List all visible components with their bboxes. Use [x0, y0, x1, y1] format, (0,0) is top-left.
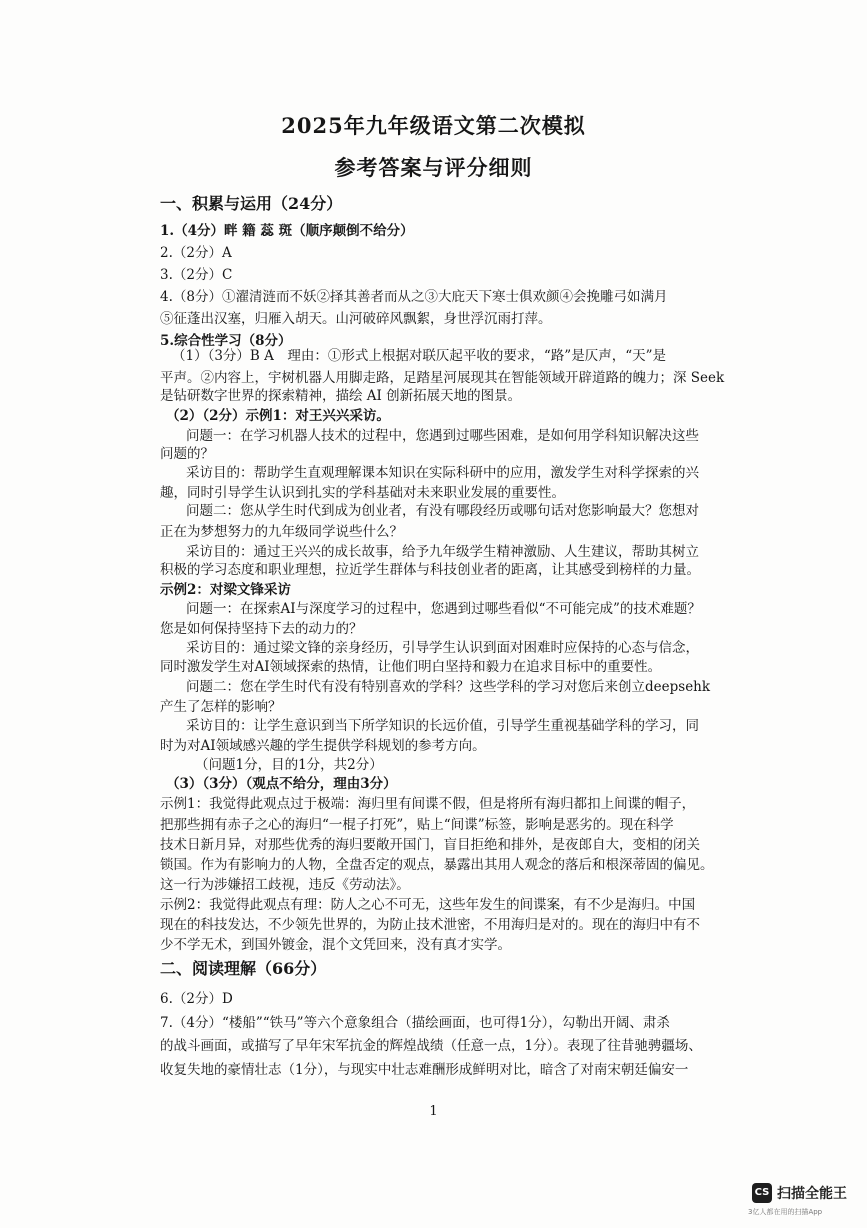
text-line: 同时激发学生对AI领域探索的热情，让他们明白坚持和毅力在追求目标中的重要性。 — [160, 659, 662, 675]
text-line: 趣，同时引导学生认识到扎实的学科基础对未来职业发展的重要性。 — [160, 485, 565, 501]
text-line: 这一行为涉嫌招工歧视，违反《劳动法》。 — [160, 877, 410, 893]
text-line: 技术日新月异，对那些优秀的海归要敞开国门，盲目拒绝和排外，是夜郎自大，变相的闭关 — [160, 837, 700, 853]
camscanner-logo-icon: CS — [752, 1183, 772, 1203]
answer-3: 3.（2分）C — [160, 267, 233, 283]
section-heading-2: 二、阅读理解（66分） — [160, 959, 327, 978]
text-line: 把那些拥有赤子之心的海归“一棍子打死”，贴上“间谍”标签，影响是恶劣的。现在科学 — [160, 817, 674, 833]
text-line: 产生了怎样的影响？ — [160, 699, 282, 715]
text-line: 采访目的：通过王兴兴的成长故事，给予九年级学生精神激励、人生建议，帮助其树立 — [186, 544, 699, 560]
watermark-tagline: 3亿人都在用的扫描App — [748, 1208, 823, 1216]
section-heading-1: 一、积累与运用（24分） — [160, 194, 343, 213]
text-line: 示例1：我觉得此观点过于极端：海归里有间谍不假，但是将所有海归都扣上间谍的帽子， — [160, 796, 696, 812]
text-line: 问题的？ — [160, 446, 214, 462]
answer-5-2: （2）（2分）示例1：对王兴兴采访。 — [166, 408, 390, 424]
watermark-brand: 扫描全能王 — [777, 1186, 847, 1202]
answer-7: 7.（4分）“楼船”“铁马”等六个意象组合（描绘画面，也可得1分），勾勒出开阔、肃杀 — [160, 1015, 670, 1031]
text-line: 采访目的：通过梁文锋的亲身经历，引导学生认识到面对困难时应保持的心态与信念， — [186, 640, 699, 656]
text-line: 锁国。作为有影响力的人物，全盘否定的观点，暴露出其用人观念的落后和根深蒂固的偏见。 — [160, 857, 714, 873]
text-line: 正在为梦想努力的九年级同学说些什么？ — [160, 524, 403, 540]
document-subtitle: 参考答案与评分细则 — [334, 155, 533, 180]
text-line: 收复失地的豪情壮志（1分），与现实中壮志难酬形成鲜明对比，暗含了对南宋朝廷偏安一 — [160, 1062, 689, 1078]
text-line: 的战斗画面，或描写了早年宋军抗金的辉煌战绩（任意一点，1分）。表现了往昔驰骋疆场、 — [160, 1038, 702, 1054]
answer-4: 4.（8分）①濯清涟而不妖②择其善者而从之③大庇天下寒士俱欢颜④会挽雕弓如满月 — [160, 289, 668, 305]
scoring-note: （问题1分，目的1分，共2分） — [195, 757, 383, 773]
answer-5-1: （1）（3分）B A 理由：①形式上根据对联仄起平收的要求，“路”是仄声，“天”是 — [172, 348, 666, 364]
text-line: 积极的学习态度和职业理想，拉近学生群体与科技创业者的距离，让其感受到榜样的力量。 — [160, 562, 700, 578]
page-number: 1 — [429, 1104, 438, 1119]
text-line: 平声。②内容上，宇树机器人用脚走路，足踏星河展现其在智能领域开辟道路的魄力；深 Seek — [160, 370, 725, 386]
text-line: 问题一：在探索AI与深度学习的过程中，您遇到过哪些看似“不可能完成”的技术难题？ — [186, 601, 701, 617]
question-5-heading: 5.综合性学习（8分） — [160, 333, 292, 349]
text-line: 问题二：您从学生时代到成为创业者，有没有哪段经历或哪句话对您影响最大？您想对 — [186, 503, 699, 519]
text-line: 问题一：在学习机器人技术的过程中，您遇到过哪些困难，是如何用学科知识解决这些 — [186, 428, 699, 444]
text-line: 时为对AI领域感兴趣的学生提供学科规划的参考方向。 — [160, 738, 486, 754]
answer-1: 1.（4分）畔 籍 蕊 斑（顺序颠倒不给分） — [160, 223, 414, 239]
scanner-watermark — [748, 1177, 858, 1222]
text-line: 问题二：您在学生时代有没有特别喜欢的学科？这些学科的学习对您后来创立deepsehk — [186, 679, 711, 695]
answer-6: 6.（2分）D — [160, 991, 233, 1007]
document-title: 2025年九年级语文第二次模拟 — [281, 113, 586, 138]
example-2-heading: 示例2：对梁文锋采访 — [160, 582, 291, 598]
answer-2: 2.（2分）A — [160, 245, 232, 261]
text-line: 您是如何保持坚持下去的动力的？ — [160, 621, 363, 637]
text-line: 示例2：我觉得此观点有理：防人之心不可无，这些年发生的间谍案，有不少是海归。中国 — [160, 897, 696, 913]
answer-4-cont: ⑤征蓬出汉塞，归雁入胡天。山河破碎风飘絮，身世浮沉雨打萍。 — [160, 311, 552, 327]
text-line: 采访目的：帮助学生直观理解课本知识在实际科研中的应用，激发学生对科学探索的兴 — [186, 465, 699, 481]
text-line: 少不学无术，到国外镀金，混个文凭回来，没有真才实学。 — [160, 937, 511, 953]
text-line: 现在的科技发达，不少领先世界的，为防止技术泄密，不用海归是对的。现在的海归中有不 — [160, 917, 700, 933]
text-line: 采访目的：让学生意识到当下所学知识的长远价值，引导学生重视基础学科的学习，同 — [186, 718, 699, 734]
answer-5-3: （3）（3分）（观点不给分，理由3分） — [166, 776, 397, 792]
text-line: 是钻研数字世界的探索精神，描绘 AI 创新拓展天地的图景。 — [160, 388, 522, 404]
